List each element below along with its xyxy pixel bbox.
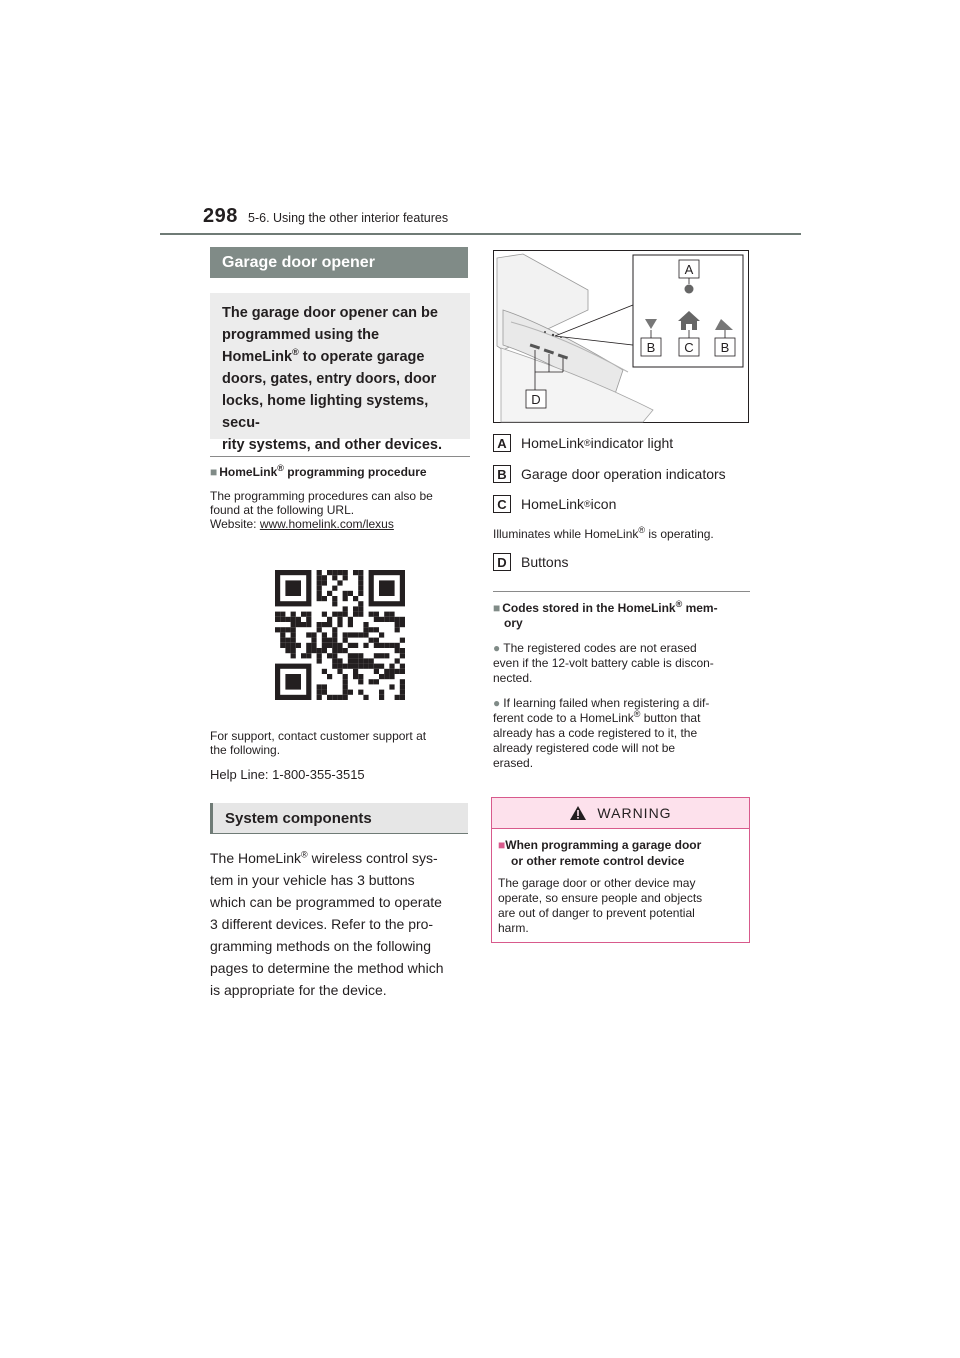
legend-item-c: C HomeLink ® icon <box>493 495 616 513</box>
text-line: even if the 12-volt battery cable is discon- <box>493 656 714 670</box>
bullet-icon: ● <box>493 641 501 655</box>
warning-box <box>491 797 750 943</box>
label-b: B <box>646 340 656 355</box>
page-number: 298 <box>203 205 238 227</box>
text-line: pages to determine the method which <box>210 960 444 976</box>
mirror-illustration <box>493 250 749 423</box>
note-text: is operating. <box>645 527 714 541</box>
legend-tag: B <box>493 465 511 483</box>
text-line: found at the following URL. <box>210 503 355 517</box>
warning-header <box>492 798 749 829</box>
divider <box>493 591 750 592</box>
legend-c-note <box>493 527 714 541</box>
intro-line: doors, gates, entry doors, door <box>222 371 437 387</box>
legend-text: HomeLink <box>521 435 585 451</box>
helpline: Help Line: 1-800-355-3515 <box>210 767 365 782</box>
text-line: harm. <box>498 921 529 935</box>
label-b: B <box>720 340 730 355</box>
legend-text: icon <box>590 496 617 512</box>
label-a: A <box>684 262 694 277</box>
bullet-icon: ● <box>493 696 501 710</box>
text-part: button that <box>640 711 701 725</box>
heading-text: programming procedure <box>283 465 427 479</box>
homelink-word: The HomeLink <box>210 850 302 866</box>
text-line: tem in your vehicle has 3 buttons <box>210 872 415 888</box>
text-line: nected. <box>493 671 533 685</box>
heading-text: or other remote control device <box>511 854 685 868</box>
registered-mark: ® <box>292 347 299 358</box>
text-line: The registered codes are not erased <box>503 641 697 655</box>
homelink-url-link[interactable]: www.homelink.com/lexus <box>259 517 394 531</box>
warning-heading <box>498 837 743 869</box>
intro-line: programmed using the <box>222 327 380 343</box>
divider <box>210 456 470 457</box>
registered-mark: ® <box>277 463 284 473</box>
text-line: which can be programmed to operate <box>210 894 442 910</box>
section-title: 5-6. Using the other interior features <box>248 211 449 225</box>
programming-text <box>210 489 433 531</box>
warning-title: WARNING <box>597 805 672 821</box>
legend-item-d <box>493 553 568 571</box>
label-c: C <box>684 340 694 355</box>
text-line: The garage door or other device may <box>498 876 696 890</box>
warning-triangle-icon <box>569 805 587 821</box>
label-d: D <box>531 392 541 407</box>
text-line: The programming procedures can also be <box>210 489 433 503</box>
registered-mark: ® <box>633 709 641 719</box>
title-text: System components <box>225 809 372 827</box>
intro-text: to operate garage <box>298 349 425 365</box>
text-line: is appropriate for the device. <box>210 982 387 998</box>
intro-line <box>222 346 458 368</box>
square-bullet-icon: ■ <box>493 601 501 615</box>
text-line: gramming methods on the following <box>210 938 432 954</box>
text-part: wireless control sys- <box>307 850 438 866</box>
text-line: already has a code registered to it, the <box>493 726 698 740</box>
header-rule <box>160 233 801 235</box>
text-part: ferent code to a HomeLink <box>493 711 634 725</box>
codes-heading <box>493 601 718 631</box>
heading-text: mem- <box>682 601 718 615</box>
registered-mark: ® <box>675 599 683 609</box>
heading-text: When programming a garage door <box>505 838 702 852</box>
legend-item-a: A HomeLink ® indicator light <box>493 434 673 452</box>
homelink-word: HomeLink <box>222 349 293 365</box>
website-label: Website: <box>210 517 260 531</box>
text-line: For support, contact customer support at <box>210 729 427 743</box>
components-text <box>210 847 472 1001</box>
text-line: operate, so ensure people and objects <box>498 891 703 905</box>
heading-text: HomeLink <box>219 465 278 479</box>
indicator-light-icon <box>685 285 694 294</box>
text-line: erased. <box>493 756 534 770</box>
registered-mark: ® <box>301 849 308 860</box>
codes-bullet-2 <box>493 696 764 771</box>
text-line: are out of danger to prevent potential <box>498 906 695 920</box>
square-bullet-icon: ■ <box>210 465 218 479</box>
system-components-title <box>210 803 468 834</box>
programming-heading <box>210 465 427 479</box>
heading-text: Codes stored in the HomeLink <box>502 601 676 615</box>
intro-line: The garage door opener can be <box>222 305 438 321</box>
intro-line: locks, home lighting systems, secu- <box>222 393 429 431</box>
text-line <box>210 847 472 869</box>
text-line: 3 different devices. Refer to the pro- <box>210 916 434 932</box>
note-text: Illuminates while HomeLink <box>493 527 639 541</box>
legend-text: Garage door operation indicators <box>521 466 726 482</box>
text-line <box>210 517 433 531</box>
heading-text: ory <box>504 616 523 630</box>
registered-mark: ® <box>638 525 646 535</box>
legend-text: Buttons <box>521 554 569 570</box>
title-text: Garage door opener <box>222 253 375 271</box>
warning-body <box>498 876 743 936</box>
square-bullet-icon: ■ <box>498 838 506 852</box>
legend-item-b <box>493 465 726 483</box>
intro-line: rity systems, and other devices. <box>222 437 443 453</box>
qr-code-icon[interactable] <box>275 570 405 700</box>
text-line: If learning failed when registering a dif- <box>503 696 710 710</box>
codes-bullet-1 <box>493 641 764 686</box>
support-text <box>210 729 426 757</box>
legend-text: indicator light <box>590 435 674 451</box>
intro-box <box>210 293 470 453</box>
legend-tag: D <box>493 553 511 571</box>
text-line: already registered code will not be <box>493 741 676 755</box>
legend-text: HomeLink <box>521 496 585 512</box>
text-line: the following. <box>210 743 281 757</box>
garage-door-opener-title <box>210 247 468 278</box>
legend-tag: C <box>493 495 511 513</box>
legend-tag: A <box>493 434 511 452</box>
